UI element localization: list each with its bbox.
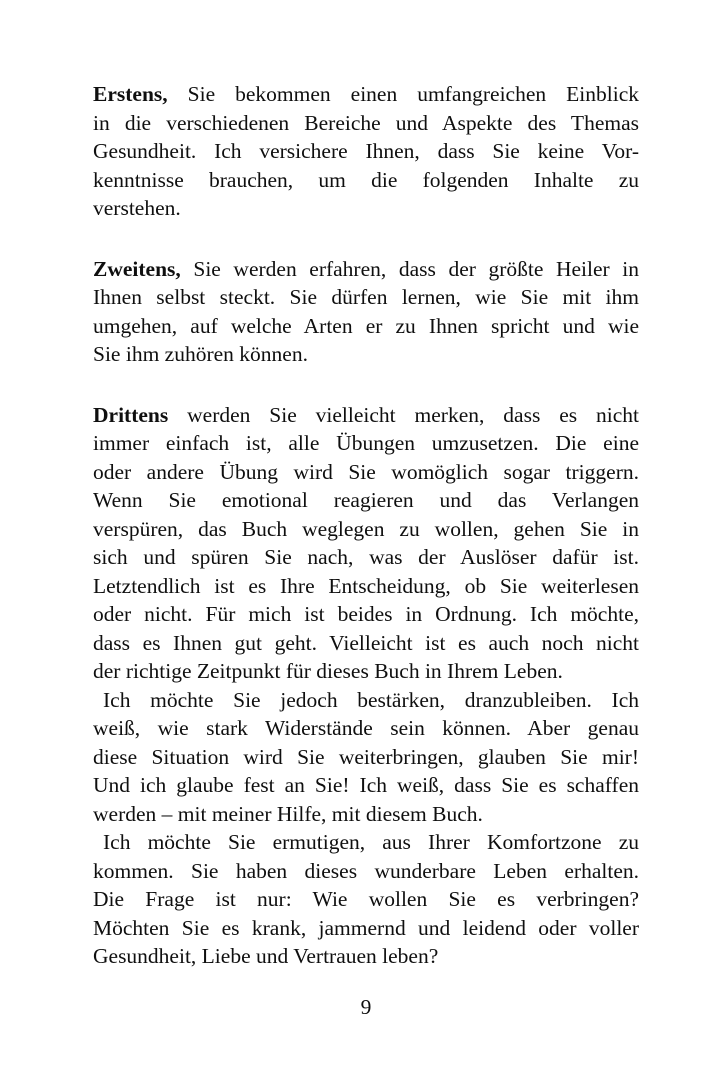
text-line: Gesundheit, Liebe und Vertrauen leben? bbox=[93, 944, 439, 968]
text-line: der richtige Zeitpunkt für dieses Buch in Ihrem Leben. bbox=[93, 659, 563, 683]
text-line: Möchten Sie es krank, jammernd und leidend oder voller bbox=[93, 915, 639, 940]
bold-lead-word: Zweitens, bbox=[93, 256, 181, 281]
text-line: Ihnen selbst steckt. Sie dürfen lernen, wie Sie mit ihm bbox=[93, 285, 639, 309]
bold-lead-word: Drittens bbox=[93, 402, 169, 427]
text-line: kommen. Sie haben dieses wunderbare Leben erhalten. bbox=[93, 858, 639, 883]
bold-lead-word: Erstens, bbox=[93, 82, 168, 106]
text-line: oder andere Übung wird Sie womöglich sogar triggern. bbox=[93, 459, 639, 484]
page-text bbox=[93, 80, 639, 971]
text-line: dass es Ihnen gut geht. Vielleicht ist es auch noch nicht bbox=[93, 630, 639, 655]
text-line: kenntnisse brauchen, um die folgenden Inhalte zu bbox=[93, 167, 639, 192]
paragraph bbox=[93, 80, 639, 223]
text-line: weiß, wie stark Widerstände sein können. Aber genau bbox=[93, 716, 639, 740]
line-text: werden Sie vielleicht merken, dass es nicht bbox=[168, 402, 639, 427]
text-line: sich und spüren Sie nach, was der Auslöser dafür ist. bbox=[93, 545, 639, 569]
text-line: in die verschiedenen Bereiche und Aspekte des Themas bbox=[93, 110, 639, 135]
text-line: verstehen. bbox=[93, 196, 181, 220]
line-text: Sie werden erfahren, dass der größte Heiler in bbox=[180, 256, 639, 281]
text-line: immer einfach ist, alle Übungen umzusetzen. Die eine bbox=[93, 431, 639, 455]
text-line bbox=[93, 255, 639, 284]
text-line: verspüren, das Buch weglegen zu wollen, gehen Sie in bbox=[93, 516, 639, 541]
text-line: umgehen, auf welche Arten er zu Ihnen spricht und wie bbox=[93, 313, 639, 338]
page-number: 9 bbox=[360, 995, 372, 1019]
text-line: Die Frage ist nur: Wie wollen Sie es verbringen? bbox=[93, 887, 639, 911]
text-line: Und ich glaube fest an Sie! Ich weiß, dass Sie es schaffen bbox=[93, 773, 639, 797]
paragraph bbox=[93, 686, 639, 829]
paragraph bbox=[93, 255, 639, 369]
text-line bbox=[93, 401, 639, 430]
text-line: Letztendlich ist es Ihre Entscheidung, ob Sie weiterlesen bbox=[93, 573, 639, 598]
text-line: Gesundheit. Ich versichere Ihnen, dass Sie keine Vor- bbox=[93, 139, 639, 163]
text-line: Ich möchte Sie jedoch bestärken, dranzubleiben. Ich bbox=[103, 687, 639, 712]
text-line: Ich möchte Sie ermutigen, aus Ihrer Komfortzone zu bbox=[103, 830, 639, 854]
paragraph bbox=[93, 401, 639, 686]
text-line: Sie ihm zuhören können. bbox=[93, 342, 308, 366]
text-line: oder nicht. Für mich ist beides in Ordnung. Ich möchte, bbox=[93, 602, 639, 626]
text-line bbox=[93, 80, 639, 109]
paragraph bbox=[93, 828, 639, 971]
text-line: Wenn Sie emotional reagieren und das Verlangen bbox=[93, 488, 639, 512]
text-line: werden – mit meiner Hilfe, mit diesem Buch. bbox=[93, 801, 483, 826]
text-line: diese Situation wird Sie weiterbringen, glauben Sie mir! bbox=[93, 744, 639, 769]
page-footer bbox=[93, 993, 639, 1022]
line-text: Sie bekommen einen umfangreichen Einblick bbox=[167, 82, 639, 106]
